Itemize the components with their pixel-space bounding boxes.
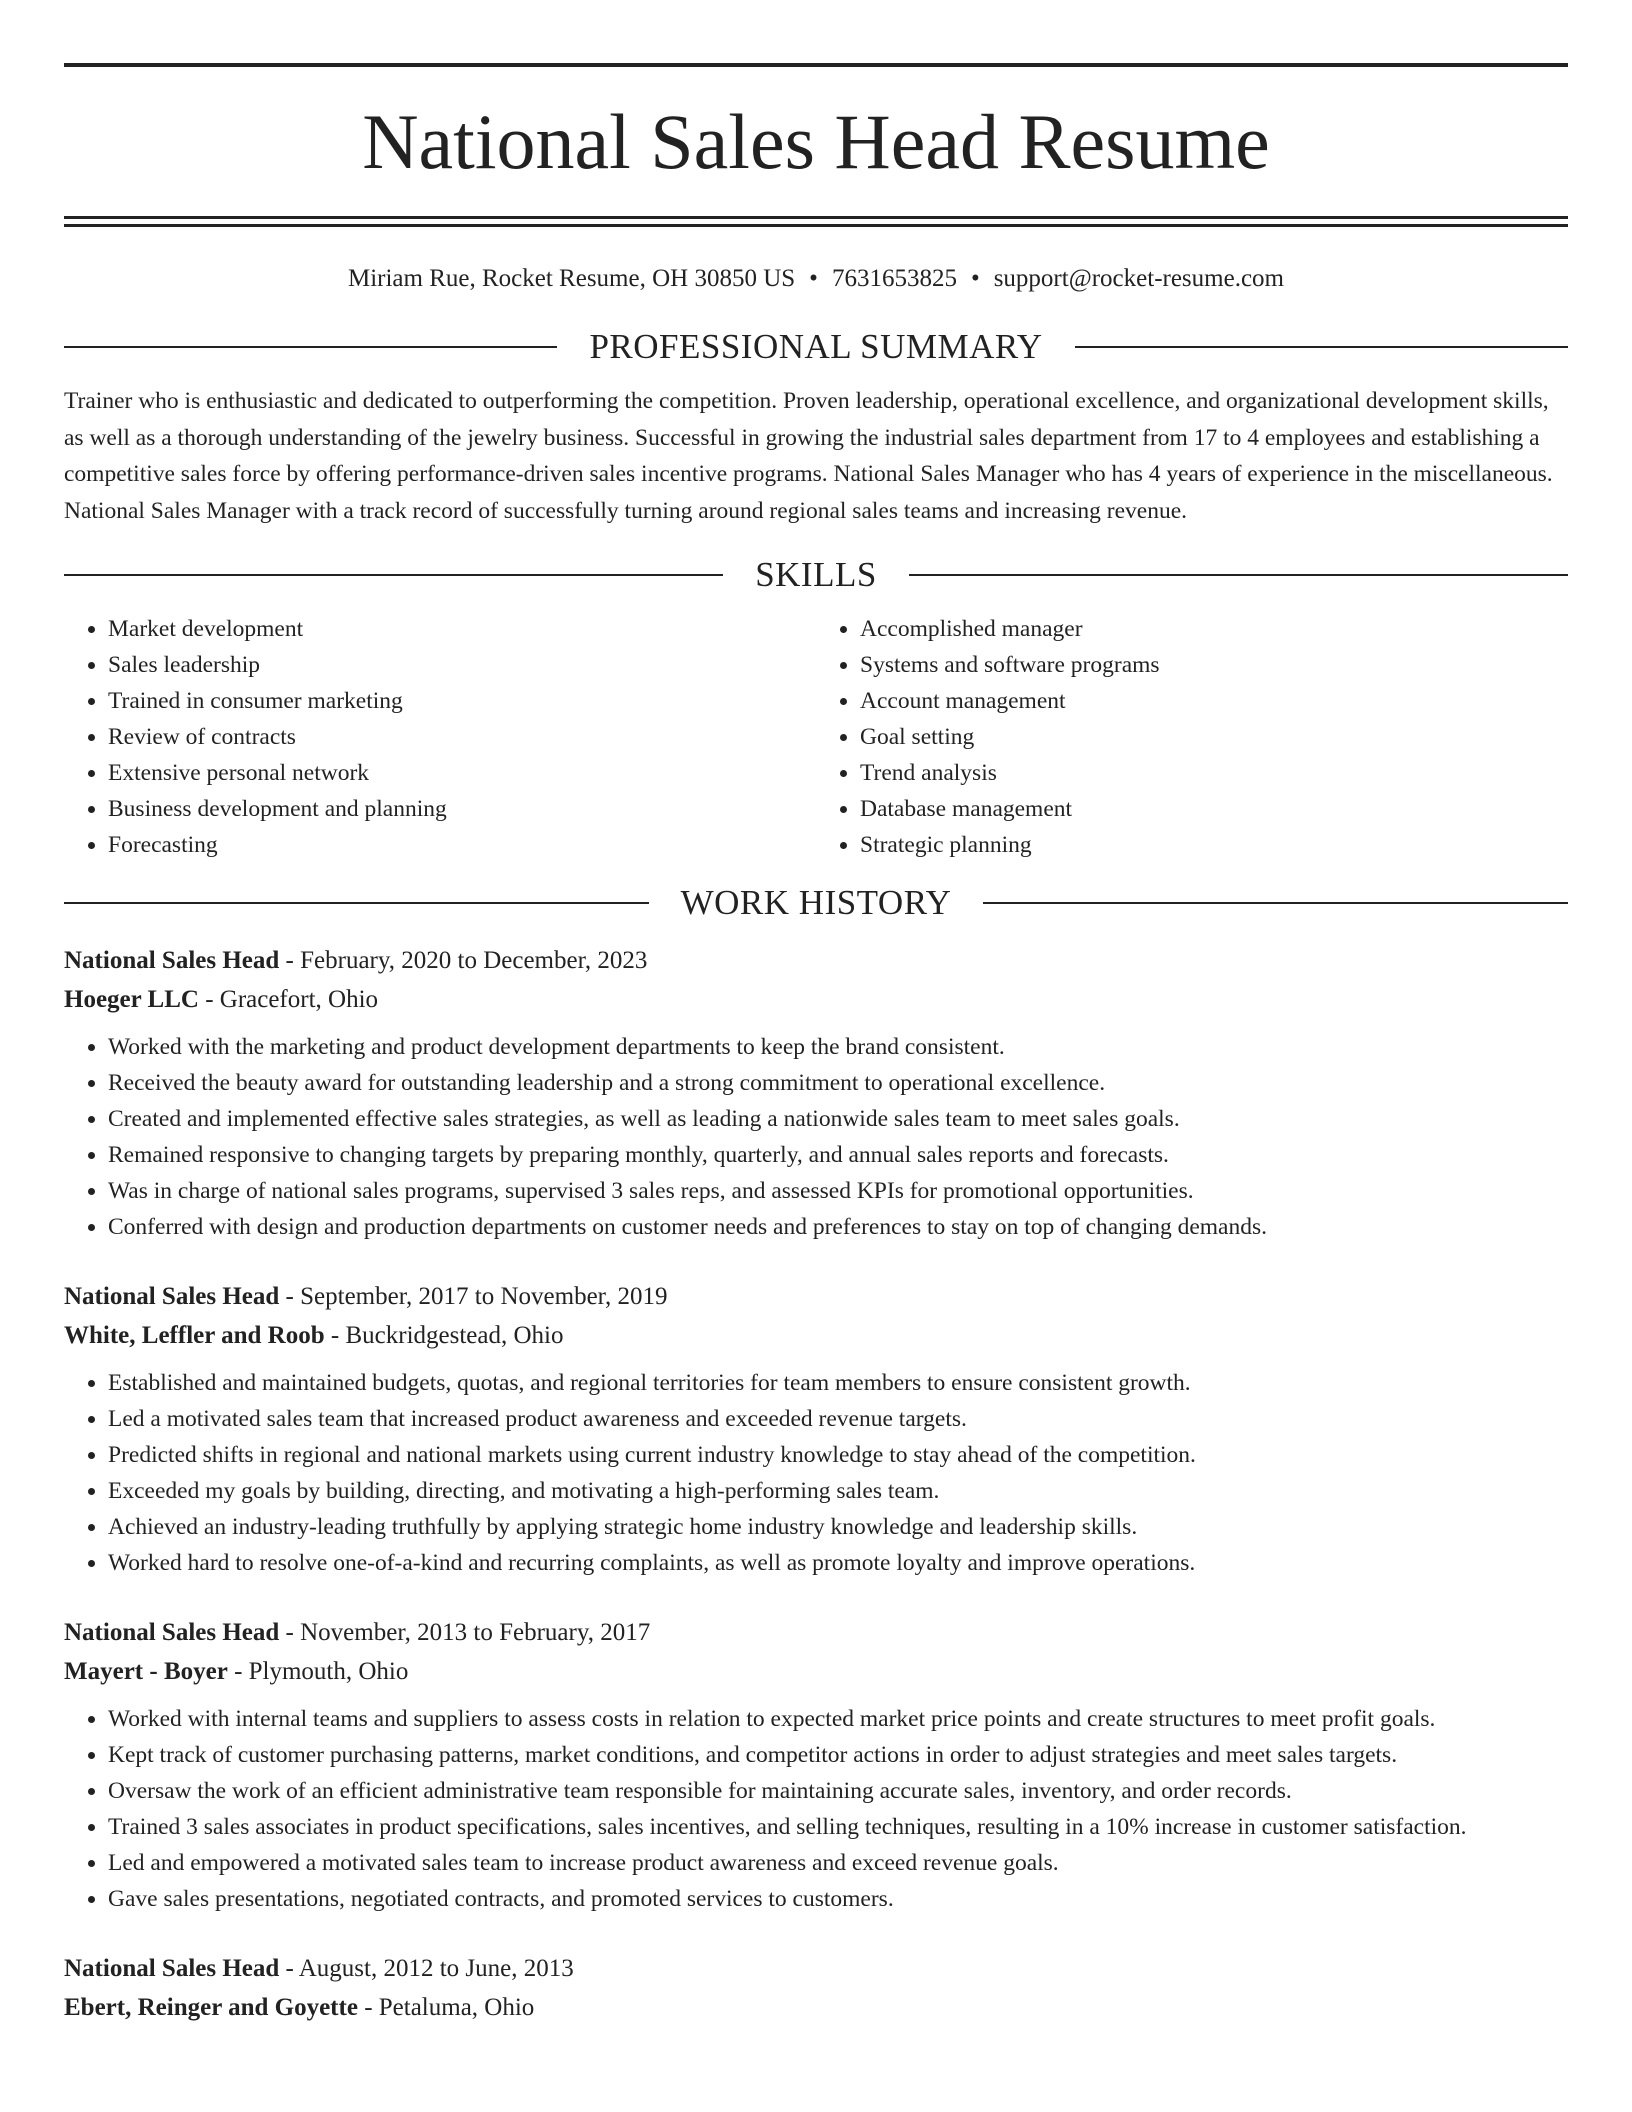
job-bullet: • Trained 3 sales associates in product specifications, sales incentives, and selling techniques, resulting in a 10% increase in customer satisfaction. [108,1809,1568,1845]
work-heading-label: WORK HISTORY [680,883,952,922]
work-heading [64,881,1568,925]
job-role: National Sales Head [64,947,280,974]
contact-address: Miriam Rue, Rocket Resume, OH 30850 US [347,265,796,292]
job-bullet: • Gave sales presentations, negotiated contracts, and promoted services to customers. [108,1881,1568,1917]
skills-columns [64,611,1568,863]
skill-item: • Forecasting [108,827,816,863]
job-bullet: • Predicted shifts in regional and national markets using current industry knowledge to stay ahead of the competition. [108,1437,1568,1473]
job-bullets [64,1365,1568,1581]
job-bullet: • Conferred with design and production departments on customer needs and preferences to stay on top of changing demands. [108,1209,1568,1245]
job-title-line [64,1277,1568,1316]
job-company-line [64,980,1568,1019]
summary-heading [64,325,1568,369]
skill-item: • Trained in consumer marketing [108,683,816,719]
contact-email[interactable]: support@rocket-resume.com [993,265,1284,292]
job-company-line [64,1652,1568,1691]
job-bullet: • Oversaw the work of an efficient administrative team responsible for maintaining accurate sales, inventory, and order records. [108,1773,1568,1809]
skill-item: • Review of contracts [108,719,816,755]
job-bullet: • Established and maintained budgets, quotas, and regional territories for team members to ensure consistent growth. [108,1365,1568,1401]
job-bullet: • Created and implemented effective sales strategies, as well as leading a nationwide sales team to meet sales goals. [108,1101,1568,1137]
job-dates: - August, 2012 to June, 2013 [279,1955,574,1982]
job-location: - Gracefort, Ohio [198,986,379,1013]
job-company: White, Leffler and Roob [64,1322,325,1349]
job-entry [64,1949,1568,2027]
skill-item: • Trend analysis [860,755,1568,791]
job-bullet: • Worked with the marketing and product development departments to keep the brand consistent. [108,1029,1568,1065]
job-bullet: • Worked with internal teams and suppliers to assess costs in relation to expected market price points and create structures to meet profit goals. [108,1701,1568,1737]
skill-item: • Account management [860,683,1568,719]
contact-phone: 7631653825 [831,265,957,292]
skill-item: • Extensive personal network [108,755,816,791]
skill-item: • Database management [860,791,1568,827]
job-title-line [64,1613,1568,1652]
job-bullet: • Exceeded my goals by building, directing, and motivating a high-performing sales team. [108,1473,1568,1509]
contact-separator: • [970,265,980,292]
title-double-rule [64,216,1568,227]
job-company-line [64,1988,1568,2027]
skill-item: • Business development and planning [108,791,816,827]
job-location: - Buckridgestead, Ohio [324,1322,564,1349]
job-bullet: • Worked hard to resolve one-of-a-kind and recurring complaints, as well as promote loyalty and improve operations. [108,1545,1568,1581]
job-entry [64,1613,1568,1917]
skill-item: • Strategic planning [860,827,1568,863]
skill-item: • Market development [108,611,816,647]
job-role: National Sales Head [64,1955,280,1982]
job-role: National Sales Head [64,1619,280,1646]
contact-separator: • [809,265,818,292]
job-dates: - September, 2017 to November, 2019 [279,1283,668,1310]
resume-title: National Sales Head Resume [362,98,1270,185]
heading-rule-right [909,574,1568,576]
job-company: Hoeger LLC [64,986,199,1013]
job-bullet: • Remained responsive to changing targets by preparing monthly, quarterly, and annual sales reports and forecasts. [108,1137,1568,1173]
job-entry [64,1277,1568,1581]
skill-item: • Goal setting [860,719,1568,755]
heading-rule-left [64,346,557,348]
heading-rule-left [64,574,723,576]
job-bullets [64,1701,1568,1917]
heading-rule-left [64,902,649,904]
contact-line [64,259,1568,299]
summary-text: Trainer who is enthusiastic and dedicated to outperforming the competition. Proven leadership, operational excellence, and organizational development skills, as well as a thorough understanding of the jewelry business. Successful in growing the industrial sales department from 17 to 4 employees and establishing a competitive sales force by offering performance-driven sales incentive programs. National Sales Manager who has 4 years of experience in the miscellaneous. National Sales Manager with a track record of successfully turning around regional sales teams and increasing revenue. [64,388,1553,524]
job-dates: - November, 2013 to February, 2017 [279,1619,651,1646]
skill-item: • Systems and software programs [860,647,1568,683]
summary-heading-label: PROFESSIONAL SUMMARY [589,327,1043,366]
job-dates: - February, 2020 to December, 2023 [279,947,648,974]
job-bullet: • Received the beauty award for outstanding leadership and a strong commitment to operational excellence. [108,1065,1568,1101]
job-bullet: • Led a motivated sales team that increased product awareness and exceeded revenue targets. [108,1401,1568,1437]
skills-list-right [816,611,1568,863]
resume-content [64,0,1568,2027]
job-role: National Sales Head [64,1283,280,1310]
job-title-line [64,941,1568,980]
heading-rule-right [983,902,1568,904]
job-location: - Petaluma, Ohio [357,1994,535,2021]
job-company-line [64,1316,1568,1355]
job-bullet: • Kept track of customer purchasing patterns, market conditions, and competitor actions in order to adjust strategies and meet sales targets. [108,1737,1568,1773]
job-bullets [64,1029,1568,1245]
job-location: - Plymouth, Ohio [227,1658,409,1685]
job-title-line [64,1949,1568,1988]
skills-list-left [64,611,816,863]
top-rule [64,63,1568,67]
skill-item: • Accomplished manager [860,611,1568,647]
job-bullet: • Was in charge of national sales programs, supervised 3 sales reps, and assessed KPIs for promotional opportunities. [108,1173,1568,1209]
job-company: Ebert, Reinger and Goyette [64,1994,358,2021]
skills-heading [64,553,1568,597]
job-entry [64,941,1568,1245]
job-bullet: • Led and empowered a motivated sales team to increase product awareness and exceed revenue goals. [108,1845,1568,1881]
skill-item: • Sales leadership [108,647,816,683]
heading-rule-right [1075,346,1568,348]
job-company: Mayert - Boyer [64,1658,228,1685]
job-bullet: • Achieved an industry-leading truthfully by applying strategic home industry knowledge and leadership skills. [108,1509,1568,1545]
skills-heading-label: SKILLS [755,555,877,594]
